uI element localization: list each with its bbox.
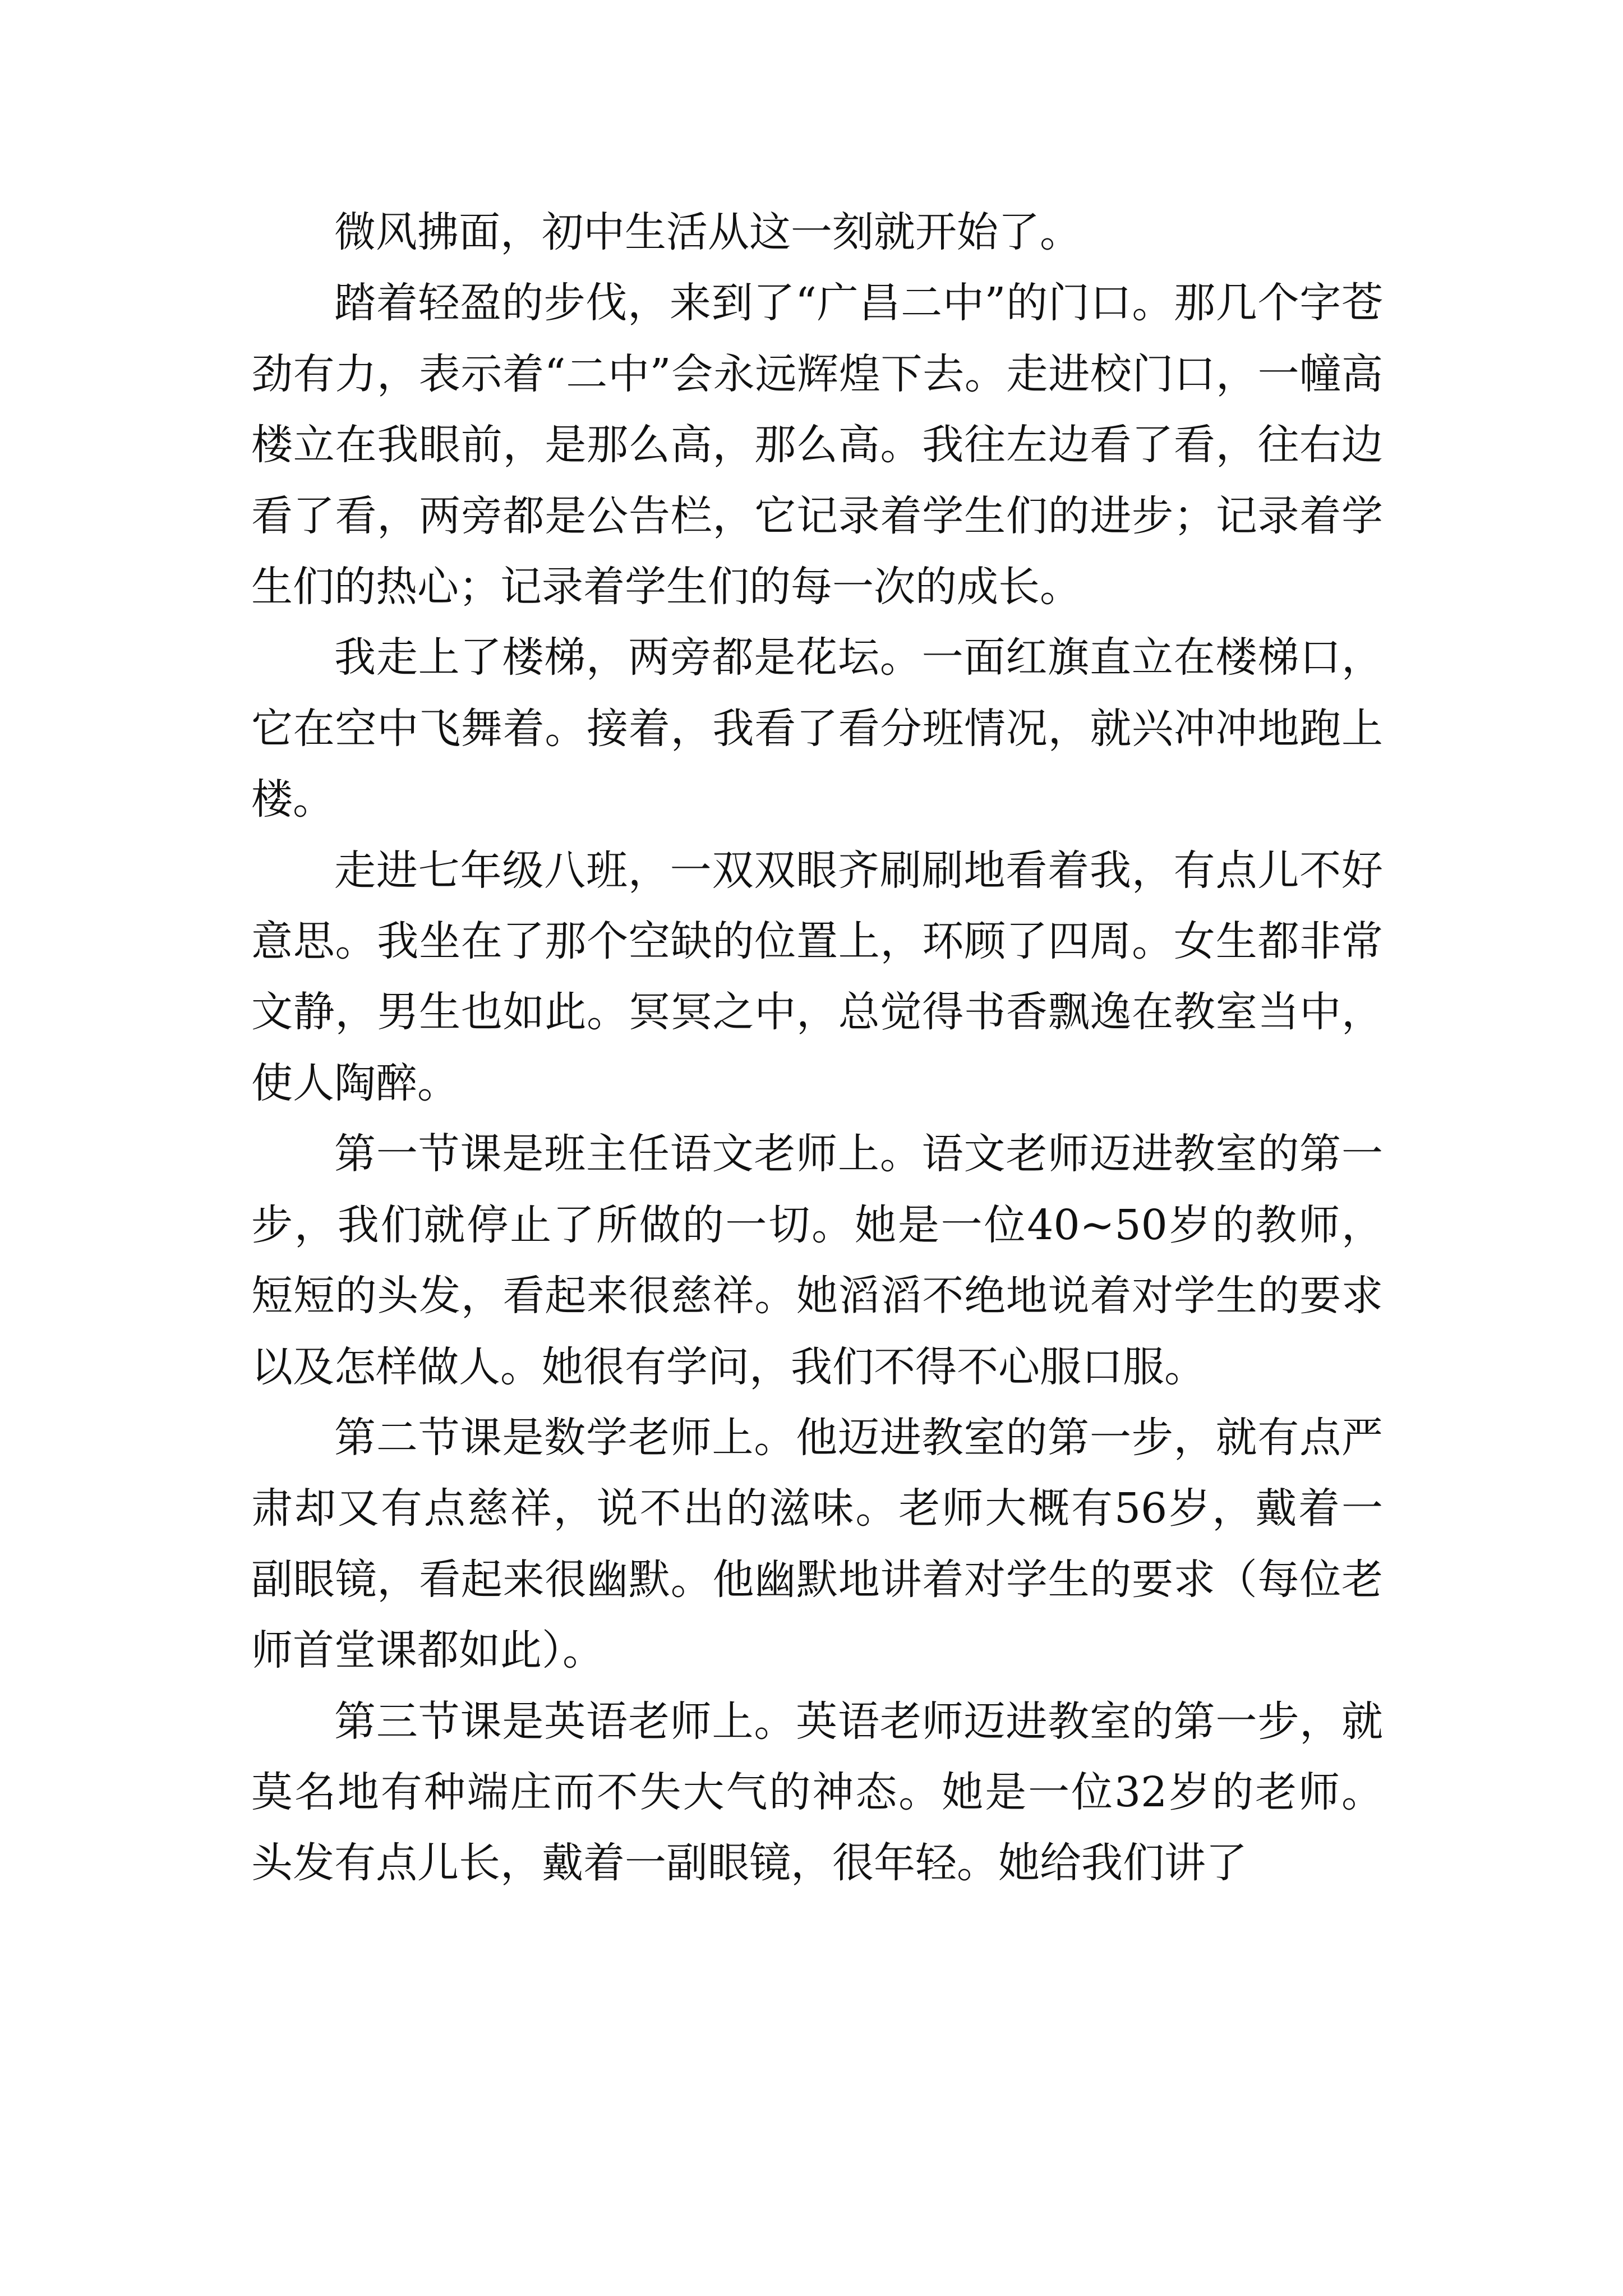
paragraph-5: 第一节课是班主任语文老师上。语文老师迈进教室的第一步，我们就停止了所做的一切。她是一位40~50岁的教师，短短的头发，看起来很慈祥。她滔滔不绝地说着对学生的要求以及怎样做人。她很有学问，我们不得不心服口服。 bbox=[251, 1130, 1383, 1391]
paragraph-6: 第二节课是数学老师上。他迈进教室的第一步，就有点严肃却又有点慈祥，说不出的滋味。老师大概有56岁，戴着一副眼镜，看起来很幽默。他幽默地讲着对学生的要求（每位老师首堂课都如此）。 bbox=[251, 1413, 1383, 1675]
paragraph-7: 第三节课是英语老师上。英语老师迈进教室的第一步，就莫名地有种端庄而不失大气的神态。她是一位32岁的老师。头发有点儿长，戴着一副眼镜，很年轻。她给我们讲了 bbox=[251, 1697, 1383, 1888]
paragraph-1: 微风拂面，初中生活从这一刻就开始了。 bbox=[334, 208, 1081, 256]
paragraph-3: 我走上了楼梯，两旁都是花坛。一面红旗直立在楼梯口，它在空中飞舞着。接着，我看了看分班情况，就兴冲冲地跑上楼。 bbox=[251, 633, 1383, 824]
document-body bbox=[251, 197, 1383, 1899]
paragraph-2: 踏着轻盈的步伐，来到了“广昌二中”的门口。那几个字苍劲有力，表示着“二中”会永远辉煌下去。走进校门口，一幢高楼立在我眼前，是那么高，那么高。我往左边看了看，往右边看了看，两旁都是公告栏，它记录着学生们的进步；记录着学生们的热心；记录着学生们的每一次的成长。 bbox=[251, 279, 1383, 611]
paragraph-4: 走进七年级八班，一双双眼齐刷刷地看着我，有点儿不好意思。我坐在了那个空缺的位置上，环顾了四周。女生都非常文静，男生也如此。冥冥之中，总觉得书香飘逸在教室当中，使人陶醉。 bbox=[251, 846, 1383, 1107]
